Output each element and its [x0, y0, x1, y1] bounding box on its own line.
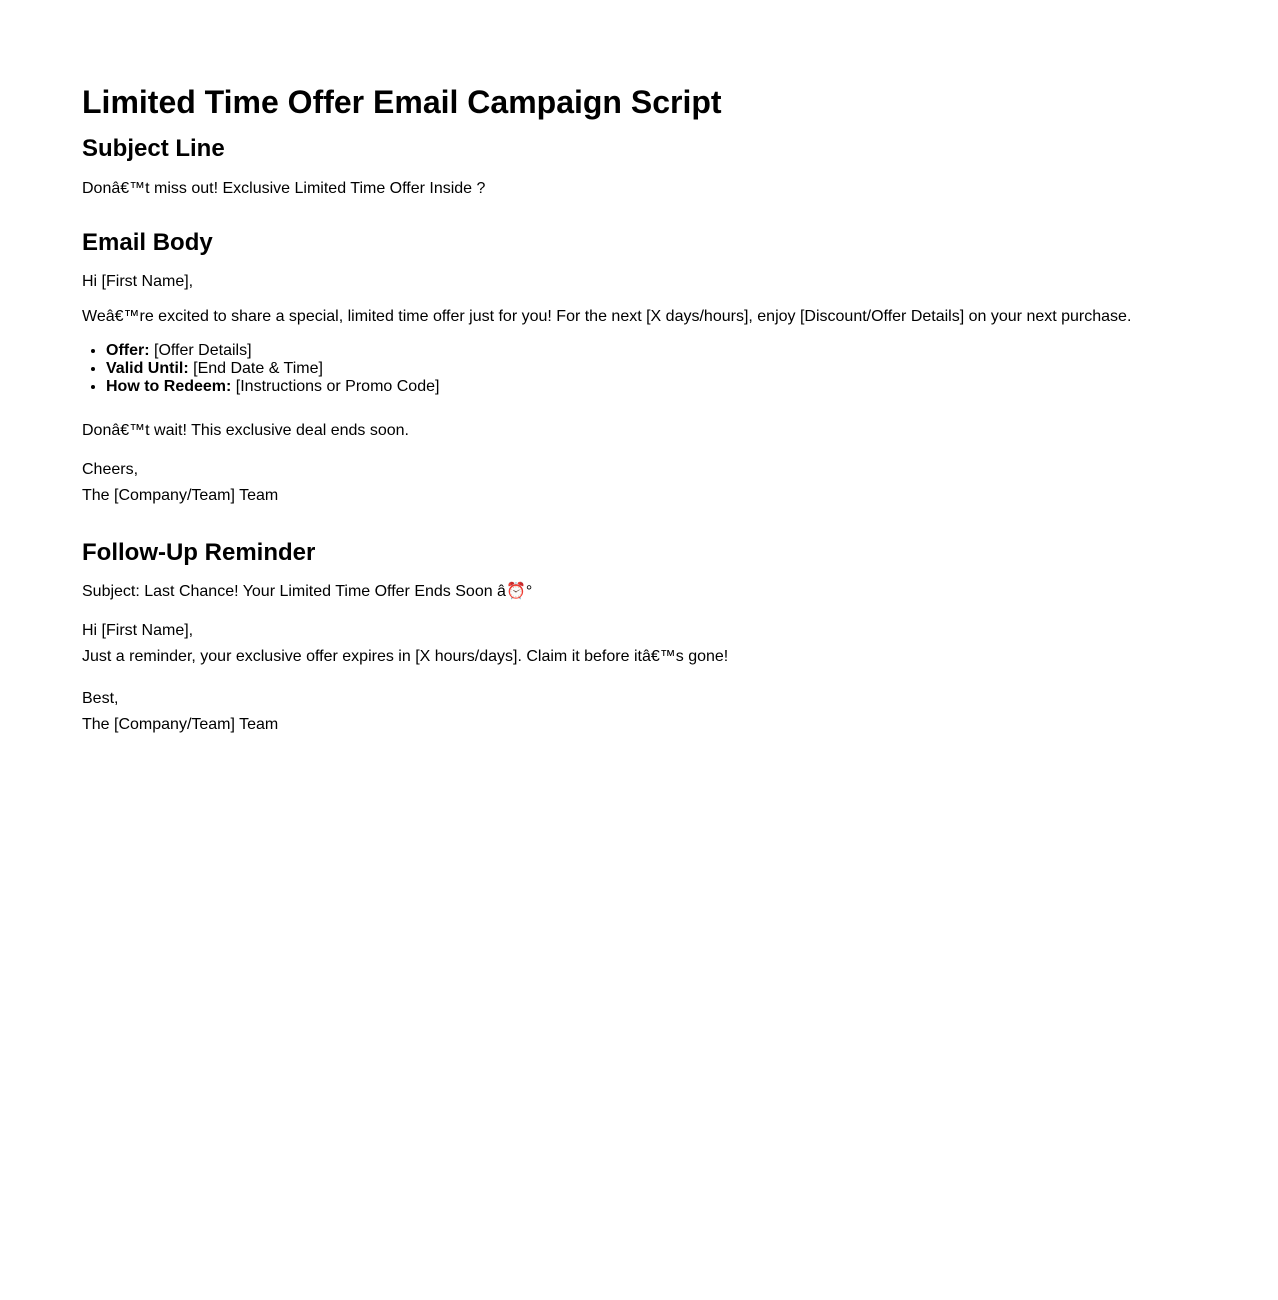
email-signature-block	[82, 457, 1196, 509]
email-urgency: Donâ€™t wait! This exclusive deal ends soon.	[82, 422, 409, 440]
offer-detail-item	[106, 342, 1196, 360]
document	[82, 83, 1196, 738]
valid-until-value: [End Date & Time]	[188, 360, 323, 378]
follow-up-message-block	[82, 618, 1196, 670]
follow-up-signature-block	[82, 686, 1196, 738]
email-greeting: Hi [First Name],	[82, 273, 194, 291]
email-body-section	[82, 229, 1196, 509]
follow-up-message: Just a reminder, your exclusive offer expires in [X hours/days]. Claim it before itâ€™s gone!	[82, 647, 729, 665]
page-title: Limited Time Offer Email Campaign Script	[82, 84, 722, 120]
email-intro: Weâ€™re excited to share a special, limited time offer just for you! For the next [X days/hours], enjoy [Discount/Offer Details] on your next purchase.	[82, 307, 1132, 325]
how-to-redeem-value: [Instructions or Promo Code]	[231, 378, 440, 396]
follow-up-subject: Subject: Last Chance! Your Limited Time Offer Ends Soon â⏰°	[82, 583, 533, 601]
how-to-redeem-item	[106, 378, 1196, 396]
valid-until-item	[106, 360, 1196, 378]
offer-detail-label: Offer:	[106, 342, 150, 360]
subject-line-heading: Subject Line	[82, 135, 225, 163]
email-signoff: Cheers,	[82, 460, 139, 478]
follow-up-signoff: Best,	[82, 689, 119, 707]
email-signature: The [Company/Team] Team	[82, 486, 279, 504]
how-to-redeem-label: How to Redeem:	[106, 378, 232, 396]
follow-up-greeting: Hi [First Name],	[82, 621, 194, 639]
follow-up-heading: Follow-Up Reminder	[82, 538, 316, 566]
follow-up-section	[82, 539, 1196, 738]
subject-line-section	[82, 135, 1196, 198]
email-body-heading: Email Body	[82, 228, 213, 256]
offer-details-list	[82, 342, 1196, 396]
offer-detail-value: [Offer Details]	[149, 342, 252, 360]
valid-until-label: Valid Until:	[106, 360, 189, 378]
subject-line-text: Donâ€™t miss out! Exclusive Limited Time Offer Inside ?	[82, 180, 486, 198]
follow-up-signature: The [Company/Team] Team	[82, 715, 279, 733]
